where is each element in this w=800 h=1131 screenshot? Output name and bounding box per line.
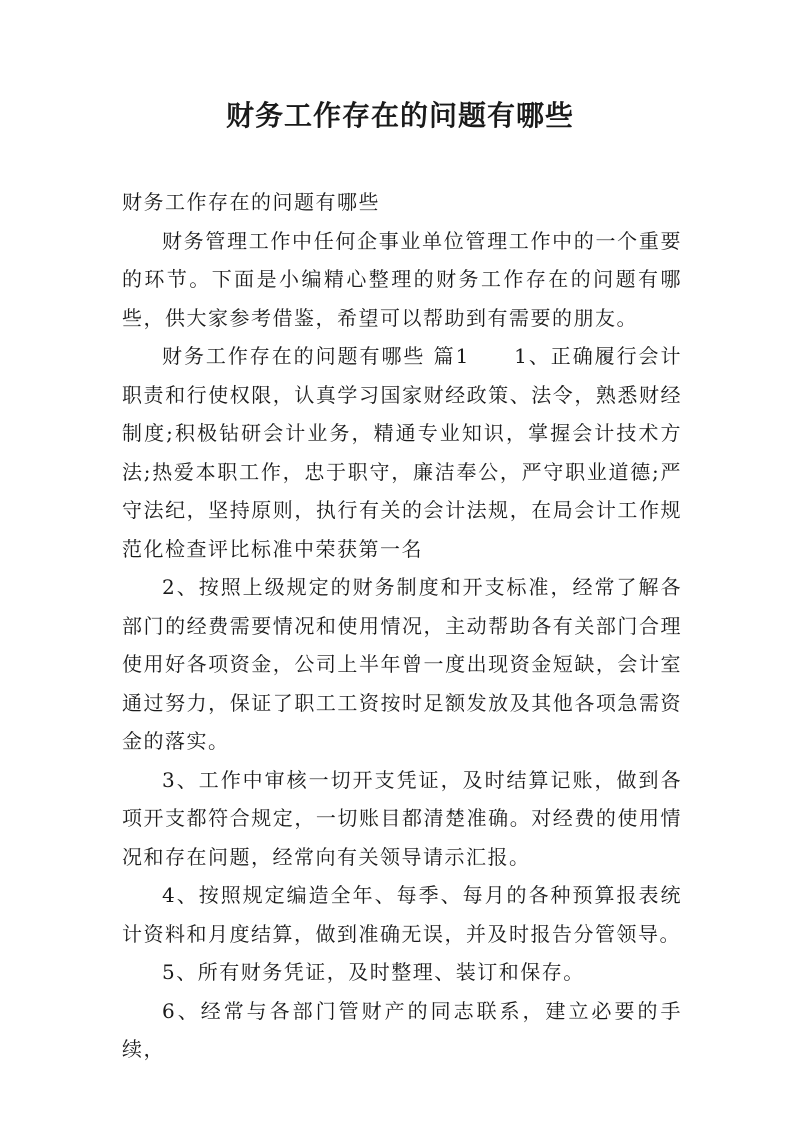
paragraph-item-3: 3、工作中审核一切开支凭证，及时结算记账，做到各项开支都符合规定，一切账目都清楚准确。对经费的使用情况和存在问题，经常向有关领导请示汇报。 [122, 767, 682, 869]
paragraph-intro: 财务管理工作中任何企事业单位管理工作中的一个重要的环节。下面是小编精心整理的财务工作存在的问题有哪些，供大家参考借鉴，希望可以帮助到有需要的朋友。 [122, 228, 682, 330]
document-body [122, 183, 682, 1069]
paragraph-item-6: 6、经常与各部门管财产的同志联系，建立必要的手续， [122, 998, 682, 1061]
paragraph-item-4: 4、按照规定编造全年、每季、每月的各种预算报表统计资料和月度结算，做到准确无误，并及时报告分管领导。 [122, 883, 682, 946]
document-title: 财务工作存在的问题有哪些 [225, 99, 574, 132]
document-subtitle: 财务工作存在的问题有哪些 [122, 190, 380, 214]
paragraph-item-5: 5、所有财务凭证，及时整理、装订和保存。 [162, 960, 585, 984]
paragraph-item-2: 2、按照上级规定的财务制度和开支标准，经常了解各部门的经费需要情况和使用情况，主动帮助各有关部门合理使用好各项资金，公司上半年曾一度出现资金短缺，会计室通过努力，保证了职工工资按时足额发放及其他各项急需资金的落实。 [122, 575, 682, 753]
paragraph-item-1: 财务工作存在的问题有哪些 篇1 1、正确履行会计职责和行使权限，认真学习国家财经政策、法令，熟悉财经制度;积极钻研会计业务，精通专业知识，掌握会计技术方法;热爱本职工作，忠于职守，廉洁奉公，严守职业道德;严守法纪，坚持原则，执行有关的会计法规，在局会计工作规范化检查评比标准中荣获第一名 [122, 344, 682, 561]
